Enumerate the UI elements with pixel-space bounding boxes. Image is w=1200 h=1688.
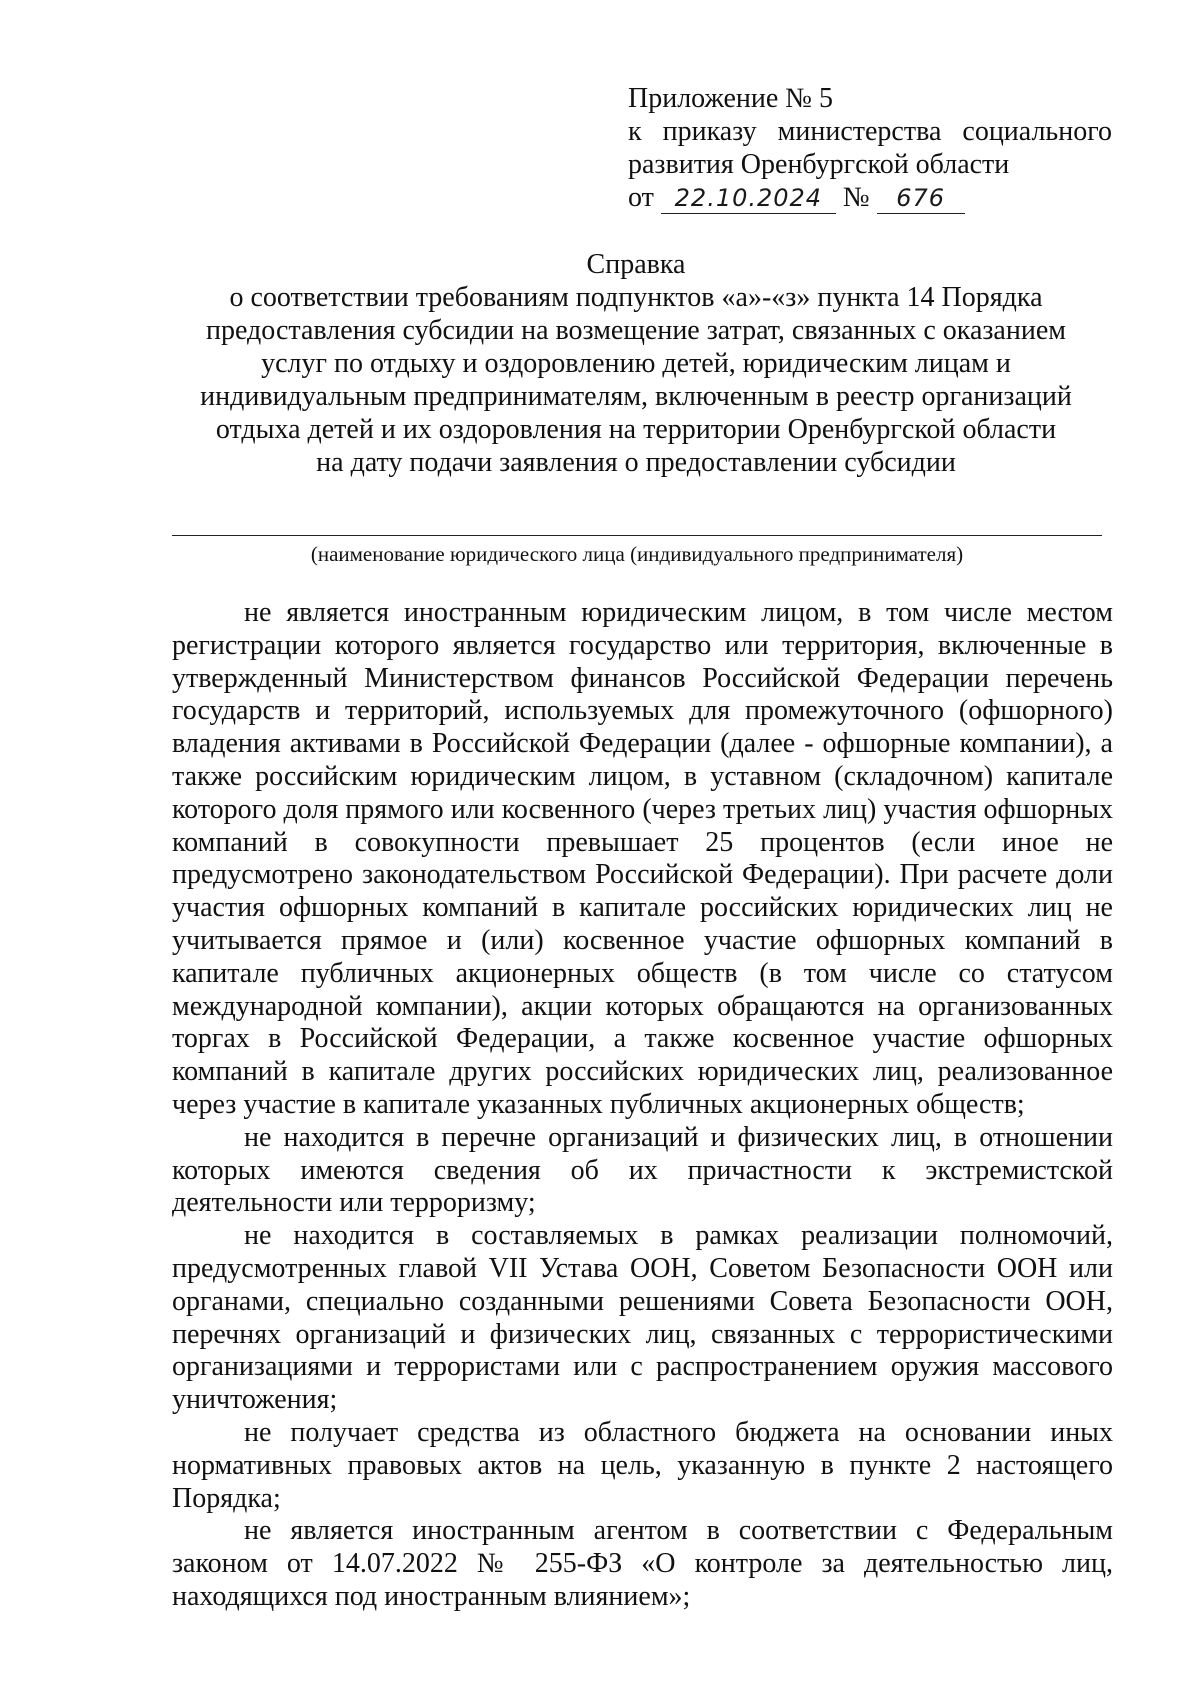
text-line: не является иностранным агентом в соответствии с Федеральным xyxy=(244,1515,1113,1547)
text-line: находящихся под иностранным влиянием»; xyxy=(172,1580,691,1612)
title-line: услуг по отдыху и оздоровлению детей, юридическим лицам и xyxy=(261,348,1011,379)
paragraph-foreign-agent xyxy=(172,1515,1113,1613)
text-line: компаний в капитале других российских юридических лиц, реализованное xyxy=(172,1056,1113,1088)
text-line: не получает средства из областного бюджета на основании иных xyxy=(244,1416,1113,1448)
text-line: учитывается прямое и (или) косвенное участие офшорных компаний в xyxy=(172,924,1113,956)
document-body xyxy=(172,597,1113,1614)
entity-name-caption: (наименование юридического лица (индивидуального предпринимателя) xyxy=(310,542,964,566)
text-line: законом от 14.07.2022 № 255-ФЗ «О контроле за деятельностью лиц, xyxy=(172,1548,1113,1580)
text-line: утвержденный Министерством финансов Российской Федерации перечень xyxy=(172,662,1113,694)
appendix-order-ref: к приказу министерства социального xyxy=(628,116,1112,147)
text-line: организациями и террористами или с распространением оружия массового xyxy=(172,1351,1113,1383)
text-line: уничтожения; xyxy=(172,1384,338,1416)
appendix-date-line: от 22.10.2024 № 676 xyxy=(628,181,1114,214)
text-line: государств и территорий, используемых для промежуточного (офшорного) xyxy=(172,695,1113,727)
title-line: индивидуальным предпринимателям, включенным в реестр организаций xyxy=(200,381,1072,412)
text-line: не находится в составляемых в рамках реализации полномочий, xyxy=(244,1220,1113,1252)
text-line: нормативных правовых актов на цель, указанную в пункте 2 настоящего xyxy=(172,1449,1113,1481)
text-line: торгах в Российской Федерации, а также косвенное участие офшорных xyxy=(172,1023,1113,1055)
title-line: о соответствии требованиям подпунктов «а»-«з» пункта 14 Порядка xyxy=(229,282,1043,313)
text-line: компаний в совокупности превышает 25 процентов (если иное не xyxy=(172,826,1113,858)
text-line: участия офшорных компаний в капитале российских юридических лиц не xyxy=(172,892,1113,924)
text-line: которых имеются сведения об их причастности к экстремистской xyxy=(172,1154,1113,1186)
text-line: регистрации которого является государство или территория, включенные в xyxy=(172,629,1113,661)
text-line: которого доля прямого или косвенного (через третьих лиц) участия офшорных xyxy=(172,793,1113,825)
appendix-ministry: развития Оренбургской области xyxy=(628,149,1010,180)
paragraph-un-lists xyxy=(172,1220,1113,1417)
text-line: не находится в перечне организаций и физических лиц, в отношении xyxy=(244,1121,1113,1153)
text-line: перечнях организаций и физических лиц, связанных с террористическими xyxy=(172,1318,1113,1350)
text-line: органами, специально созданными решениями Совета Безопасности ООН, xyxy=(172,1285,1113,1317)
paragraph-offshore xyxy=(172,597,1113,1122)
text-line: владения активами в Российской Федерации (далее - офшорные компании), а xyxy=(172,728,1113,760)
appendix-number: Приложение № 5 xyxy=(628,83,833,114)
text-line: Порядка; xyxy=(172,1482,281,1514)
text-line: предусмотренных главой VII Устава ООН, Советом Безопасности ООН или xyxy=(172,1252,1113,1284)
title-line: предоставления субсидии на возмещение затрат, связанных с оказанием xyxy=(206,315,1066,346)
handwritten-number: 676 xyxy=(877,183,965,214)
entity-name-blank-line xyxy=(172,535,1102,536)
title-line: отдыха детей и их оздоровления на территории Оренбургской области xyxy=(215,414,1057,445)
title-line: на дату подачи заявления о предоставлении субсидии xyxy=(316,447,956,478)
text-line: предусмотрено законодательством Российской Федерации). При расчете доли xyxy=(172,859,1113,891)
paragraph-budget xyxy=(172,1417,1113,1515)
title-heading: Справка xyxy=(586,249,686,280)
text-line: международной компании), акции которых обращаются на организованных xyxy=(172,990,1113,1022)
text-line: капитале публичных акционерных обществ (в том числе со статусом xyxy=(172,957,1113,989)
paragraph-extremism xyxy=(172,1122,1113,1220)
text-line: через участие в капитале указанных публичных акционерных обществ; xyxy=(172,1088,1025,1120)
text-line: деятельности или терроризму; xyxy=(172,1187,536,1219)
text-line: также российским юридическим лицом, в уставном (складочном) капитале xyxy=(172,760,1113,792)
handwritten-date: 22.10.2024 xyxy=(661,183,836,214)
text-line: не является иностранным юридическим лицом, в том числе местом xyxy=(244,597,1113,628)
document-title xyxy=(160,248,1112,479)
appendix-header xyxy=(628,82,1114,214)
